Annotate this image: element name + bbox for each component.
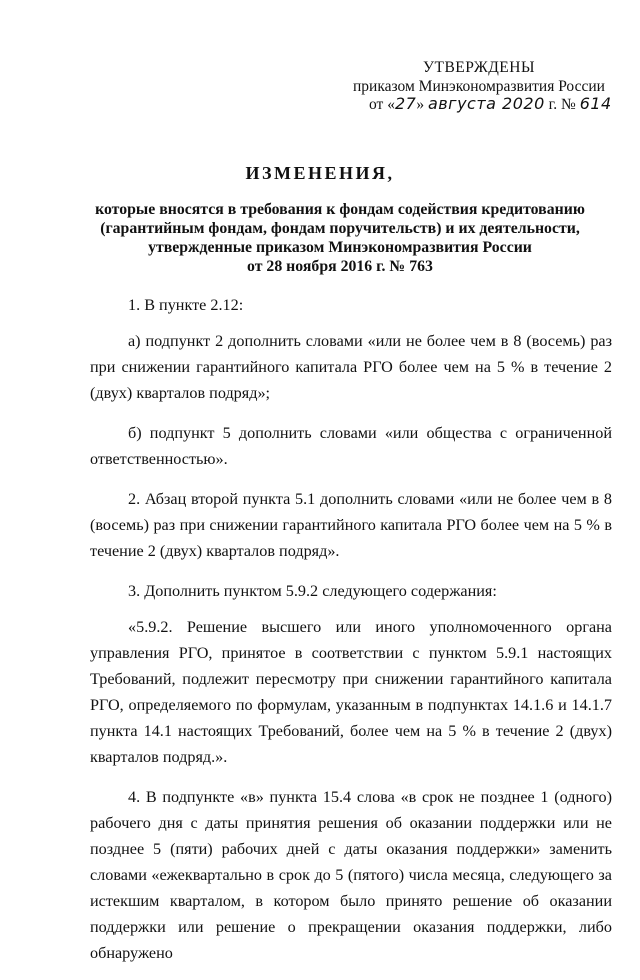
paragraph-1a: а) подпункт 2 дополнить словами «или не более чем в 8 (восемь) раз при снижении гарантийного капитала РГО более чем на 5 % в течение 2 (двух) кварталов подряд»; — [90, 332, 612, 402]
approval-title: УТВЕРЖДЕНЫ — [423, 59, 535, 76]
approval-number: 614 — [579, 94, 612, 113]
subtitle-line: утвержденные приказом Минэкономразвития России — [148, 239, 532, 256]
document-body — [90, 292, 612, 980]
subtitle-line: (гарантийным фондам, фондам поручительств) и их деятельности, — [100, 220, 580, 237]
document-subtitle — [60, 200, 620, 276]
paragraph-3-quote: «5.9.2. Решение высшего или иного уполномоченного органа управления РГО, принятое в соответствии с пунктом 5.9.1 настоящих Требований, подлежит пересмотру при снижении гарантийного капитала РГО, определяемого по формулам, указанным в подпунктах 14.1.6 и 14.1.7 пункта 14.1 настоящих Требований, более чем на 5 % в течение 2 (двух) кварталов подряд.». — [90, 618, 612, 766]
paragraph-1: 1. В пункте 2.12: — [128, 296, 244, 314]
paragraph-1b: б) подпункт 5 дополнить словами «или общества с ограниченной ответственностью». — [90, 424, 612, 468]
paragraph-4: 4. В подпункте «в» пункта 15.4 слова «в срок не позднее 1 (одного) рабочего дня с даты принятия решения об оказании поддержки или не позднее 5 (пяти) рабочих дней с даты оказания поддержки» заменить словами «ежеквартально в срок до 5 (пятого) числа месяца, следующего за истекшим кварталом, в котором было принято решение об оказании поддержки или решение о прекращении оказания поддержки, либо обнаружено — [90, 788, 612, 962]
approval-date-suffix: г. № — [544, 96, 580, 113]
approval-order-line: приказом Минэкономразвития России — [353, 78, 605, 95]
document-title: ИЗМЕНЕНИЯ, — [245, 163, 395, 183]
approval-date-line — [369, 94, 612, 114]
approval-day: 27 — [394, 94, 417, 113]
paragraph-3: 3. Дополнить пунктом 5.9.2 следующего содержания: — [128, 582, 497, 600]
subtitle-line: которые вносятся в требования к фондам содействия кредитованию — [95, 201, 585, 218]
approval-month-year: августа 2020 — [427, 94, 545, 113]
subtitle-line: от 28 ноября 2016 г. № 763 — [247, 258, 433, 275]
paragraph-2: 2. Абзац второй пункта 5.1 дополнить словами «или не более чем в 8 (восемь) раз при снижении гарантийного капитала РГО более чем на 5 % в течение 2 (двух) кварталов подряд». — [90, 490, 612, 560]
approval-date-prefix: от « — [369, 96, 395, 113]
approval-date-mid: » — [416, 96, 428, 113]
